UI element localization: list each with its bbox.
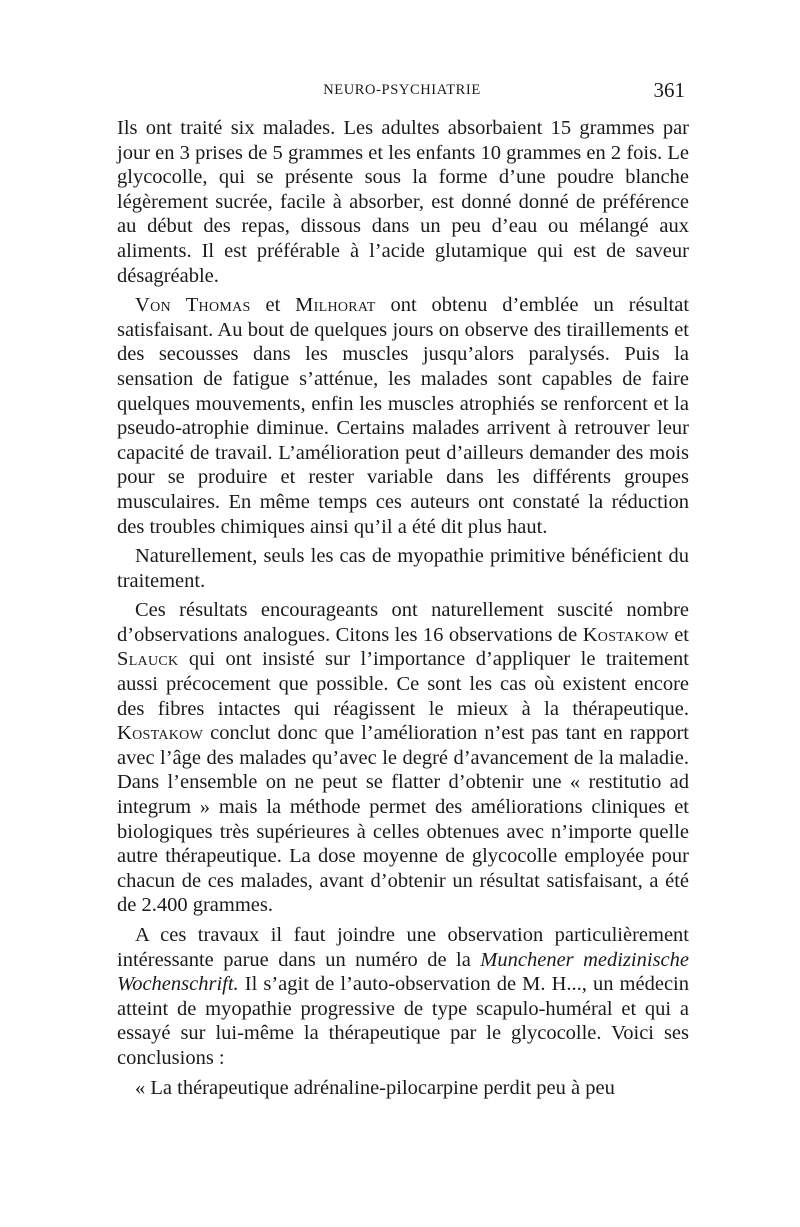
text-run: Il s’agit de l’auto-observation de M. H..., un médecin atteint de myopathie progressive de type scapulo-huméral et qui a essayé sur lui-même la thérapeutique par le glycocolle. Voici ses conclusions : <box>117 973 689 1069</box>
body-text <box>117 116 689 1105</box>
text-run: et <box>668 623 690 646</box>
author-name: Kostakow <box>582 623 669 646</box>
text-run: Naturellement, seuls les cas de myopathie primitive bénéficient du traitement. <box>117 545 689 592</box>
running-header <box>117 78 687 102</box>
text-run: A ces travaux il faut joindre une observation particulièrement intéressante parue dans un numéro de la <box>117 924 689 971</box>
text-run: « La thérapeutique adrénaline-pilocarpine perdit peu à peu <box>135 1076 615 1099</box>
text-run: Ces résultats encourageants ont naturellement suscité nombre d’observations analogues. Citons les 16 observations de <box>117 599 689 646</box>
text-run: ont obtenu d’emblée un résultat satisfaisant. Au bout de quelques jours on observe des tiraillements et des secousses dans les muscles jusqu’alors paralysés. Puis la sensation de fatigue s’atténue, les malades sont capables de faire quelques mouvements, enfin les muscles atrophiés se renforcent et la pseudo-atrophie diminue. Certains malades arrivent à retrouver leur capacité de travail. L’amélioration peut d’ailleurs demander des mois pour se produire et rester variable dans les différents groupes musculaires. En même temps ces auteurs ont constaté la réduction des troubles chimiques ainsi qu’il a été dit plus haut. <box>117 294 690 538</box>
author-name: Milhorat <box>295 294 376 317</box>
author-name: Von Thomas <box>135 294 251 317</box>
author-name: Kostakow <box>117 722 204 745</box>
text-run: qui ont insisté sur l’importance d’appliquer le traitement aussi précocement que possible. Ce sont les cas où existent encore des fibres intactes qui réagissent le mieux à la thérapeutique. <box>117 648 689 720</box>
paragraph <box>117 598 689 918</box>
author-name: Slauck <box>117 648 179 671</box>
text-run: conclut donc que l’amélioration n’est pas tant en rapport avec l’âge des malades qu’avec le degré d’avancement de la maladie. Dans l’ensemble on ne peut se flatter d’obtenir une « restitutio ad integrum » mais la méthode permet des améliorations cliniques et biologiques très supérieures à celles obtenues avec n’importe quelle autre thérapeutique. La dose moyenne de glycocolle employée pour chacun de ces malades, avant d’obtenir un résultat satisfaisant, a été de 2.400 grammes. <box>117 722 689 917</box>
text-run: Ils ont traité six malades. Les adultes absorbaient 15 grammes par jour en 3 prises de 5 grammes et les enfants 10 grammes en 2 fois. Le glycocolle, qui se présente sous la forme d’une poudre blanche légèrement sucrée, facile à absorber, est donné donné de préférence au début des repas, dissous dans un peu d’eau ou mélangé aux aliments. Il est préférable à l’acide glutamique qui est de saveur désagréable. <box>117 117 689 287</box>
journal-title: Munchener medizinische Wochenschrift. <box>117 948 689 996</box>
paragraph <box>117 544 689 593</box>
running-header-title: NEURO-PSYCHIATRIE <box>323 82 481 98</box>
text-run: et <box>250 294 296 317</box>
paragraph <box>117 116 689 288</box>
page-number: 361 <box>653 78 685 102</box>
paragraph <box>117 293 689 539</box>
paragraph <box>117 1076 689 1101</box>
paragraph <box>117 923 689 1071</box>
